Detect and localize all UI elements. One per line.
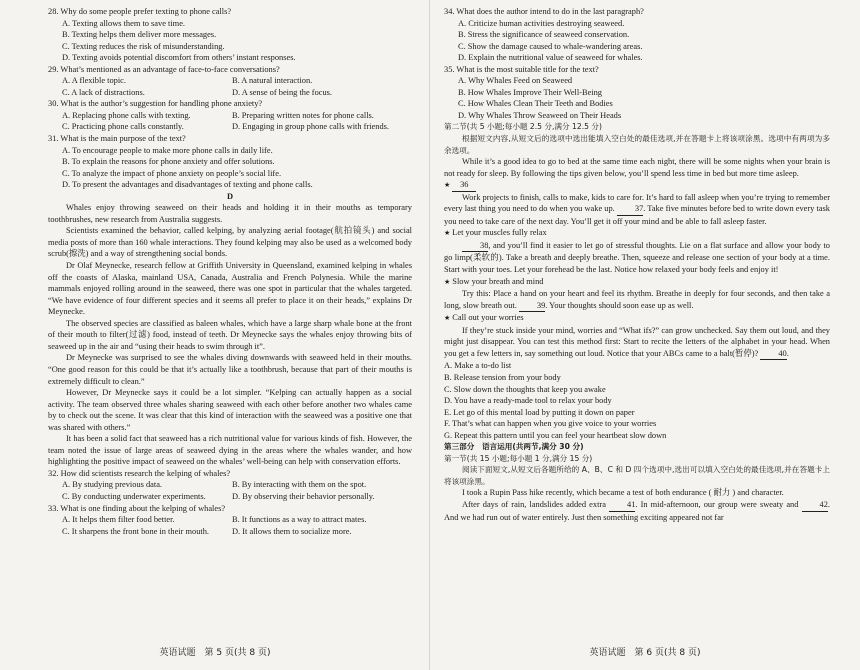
q33-options-row-2	[48, 526, 412, 538]
q33-option-d: D. It allows them to socialize more.	[232, 526, 352, 536]
page-footer: 英语试题 第 5 页(共 8 页)	[159, 648, 271, 659]
q35-option-b: B. How Whales Improve Their Well-Being	[458, 87, 602, 97]
q32-option-b: B. By interacting with them on the spot.	[232, 480, 367, 490]
q29-options-row-1	[48, 75, 412, 87]
paragraph-blank-38: 38, and you’ll find it easier to let go of stressful thoughts. Lie on a flat surface and allow your body to go limp(柔软的). Take a breath and deeply breathe. Then, squeeze and release one section of your body at a time. Start with your toes. Let your forehead be the last. Notice how relaxed your body feels and enjoy it!	[444, 240, 830, 275]
q29-option-b: B. A natural interaction.	[232, 76, 313, 86]
passage-paragraph: Dr Olaf Meynecke, research fellow at Griffith University in Queensland, examined kelping in whales off the coasts of Alaska, mainland USA, Canada, Australia and French Polynesia. While the marine mammals enjoyed rolling around in the seaweed, there was one spot in particular that the whales targeted. “We have evidence of four different species and it seems all prefer to place it on their heads,” explains Dr Meynecke.	[48, 261, 412, 317]
heading-relax-muscles: ★ Let your muscles fully relax	[444, 227, 830, 240]
part-3-heading: 第三部分 语言运用(共两节,满分 30 分)	[444, 442, 584, 452]
q30-option-b: B. Preparing written notes for phone calls.	[232, 110, 374, 120]
blank-40: 40	[760, 348, 786, 361]
q28-option-a: A. Texting allows them to save time.	[62, 18, 186, 28]
q34-option-b: B. Stress the significance of seaweed conservation.	[458, 30, 630, 40]
q33-options-row-1	[48, 514, 412, 526]
blank-38: 38	[462, 240, 488, 253]
heading-slow-breath: ★ Slow your breath and mind	[444, 276, 830, 289]
q31-option-a: A. To encourage people to make more phone calls in daily life.	[62, 145, 273, 155]
question-35-stem: 35. What is the most suitable title for the text?	[444, 64, 599, 74]
option-g: G. Repeat this pattern until you can feel your heartbeat slow down	[444, 430, 667, 440]
q31-option-c: C. To analyze the impact of phone anxiety on people’s social life.	[62, 168, 282, 178]
question-28-stem: 28. Why do some people prefer texting to phone calls?	[48, 7, 232, 16]
heading-blank-36	[444, 179, 830, 192]
heading-call-out-worries: ★ Call out your worries	[444, 312, 830, 325]
q28-option-c: C. Texting reduces the risk of misunderstanding.	[62, 41, 225, 51]
q28-option-b: B. Texting helps them deliver more messages.	[62, 30, 217, 40]
q30-option-d: D. Engaging in group phone calls with friends.	[232, 122, 390, 132]
section-2-instructions: 根据短文内容,从短文后的选项中选出能填入空白处的最佳选项,并在答题卡上将该项涂黑。选项中有两项为多余选项。	[444, 134, 830, 155]
passage-d-label: D	[226, 191, 234, 201]
q29-options-row-2	[48, 87, 412, 99]
q32-options-row-2	[48, 491, 412, 503]
passage-paragraph: The observed species are classified as baleen whales, which have a large sharp whale bone at the front of their mouth to filter(过滤) food, instead of teeth. Dr Meynecke says the whales enjoy throwing bits of seaweed up in the air and “using their heads to swim through it”.	[48, 318, 412, 351]
section-1-heading: 第一节(共 15 小题;每小题 1 分,满分 15 分)	[444, 453, 593, 463]
q33-option-b: B. It functions as a way to attract mates.	[232, 515, 367, 525]
section-1-instructions: 阅读下面短文,从短文后各题所给的 A、B、C 和 D 四个选项中,选出可以填入空白处的最佳选项,并在答题卡上将该项涂黑。	[444, 465, 830, 486]
passage-paragraph: It has been a solid fact that seaweed has a rich nutritional value for various kinds of fish. However, the team noted the issue of large areas of seaweed dying in the areas where the whales wander, and how highlighting the positive impact of seaweed on the whales’ well-being can help with conservation efforts.	[48, 434, 412, 467]
blank-37: 37	[617, 203, 643, 216]
q35-option-d: D. Why Whales Throw Seaweed on Their Heads	[458, 110, 622, 120]
question-29-stem: 29. What’s mentioned as an advantage of face-to-face conversations?	[48, 64, 280, 74]
blank-41: 41	[609, 499, 635, 512]
passage-paragraph: Scientists examined the behavior, called kelping, by analyzing aerial footage(航拍镜头) and social media posts of more than 160 whale interactions. They found kelping may also be used as a welcomed body scrub(擦洗) and a way of strengthening social bonds.	[48, 226, 412, 259]
option-c: C. Slow down the thoughts that keep you awake	[444, 384, 606, 394]
cloze-paragraph-2: After days of rain, landslides added extra 41. In mid-afternoon, our group were sweaty and 42. And we had run out of water entirely. Just then something exciting appeared not far	[444, 499, 830, 522]
blank-39: 39	[519, 300, 545, 313]
option-d: D. You have a ready-made tool to relax your body	[444, 396, 612, 406]
q34-option-c: C. Show the damage caused to whale-wandering areas.	[458, 41, 643, 51]
q28-option-d: D. Texting avoids potential discomfort from others’ instant responses.	[62, 53, 296, 63]
passage-paragraph: Whales enjoy throwing seaweed on their heads and holding it in their mouths as temporary toothbrushes, new research from Australia suggests.	[48, 203, 412, 224]
q29-option-c: C. A lack of distractions.	[62, 87, 145, 97]
paragraph-blank-37: Work projects to finish, calls to make, kids to care for. It’s hard to fall asleep when you’re trying to remember every last thing you need to do when you wake up. 37. Take five minutes before bed to write down every task you need to take care of the next day. You’ll get it off your mind and be able to fall asleep faster.	[444, 192, 830, 226]
passage-paragraph: Dr Meynecke was surprised to see the whales diving downwards with seaweed held in their mouths. “One good reason for this could be that it’s actually like a toothbrush, because that part of their mouths is extremely difficult to clean.”	[48, 353, 412, 386]
exam-page-6	[430, 0, 860, 670]
question-31-stem: 31. What is the main purpose of the text?	[48, 134, 186, 144]
q32-option-c: C. By conducting underwater experiments.	[62, 491, 206, 501]
q30-options-row-1	[48, 110, 412, 122]
option-b: B. Release tension from your body	[444, 372, 561, 382]
question-32-stem: 32. How did scientists research the kelping of whales?	[48, 468, 231, 478]
passage-intro: While it’s a good idea to go to bed at the same time each night, there will be some nights when your brain is not ready for sleep. By following the tips given below, you’ll spend less time in bed but more time asleep.	[444, 157, 830, 178]
q29-option-d: D. A sense of being the focus.	[232, 87, 333, 97]
q34-option-d: D. Explain the nutritional value of seaweed for whales.	[458, 53, 643, 63]
q30-option-a: A. Replacing phone calls with texting.	[62, 110, 191, 120]
option-a: A. Make a to-do list	[444, 361, 512, 371]
blank-36: 36	[452, 179, 476, 192]
page-footer: 英语试题 第 6 页(共 8 页)	[589, 648, 701, 659]
passage-paragraph: However, Dr Meynecke says it could be a lot simpler. “Kelping can actually happen as a social activity. The team observed three whales sharing seaweed with each other before another two whales came by to check out the scene. It was clear that this kind of interaction with the seaweed was a positive one that was shared with others.”	[48, 388, 412, 432]
question-34-stem: 34. What does the author intend to do in the last paragraph?	[444, 7, 644, 16]
question-33-stem: 33. What is one finding about the kelping of whales?	[48, 503, 226, 513]
section-2-heading: 第二节(共 5 小题;每小题 2.5 分,满分 12.5 分)	[444, 122, 602, 132]
q29-option-a: A. A flexible topic.	[62, 76, 126, 86]
paragraph-blank-40: If they’re stuck inside your mind, worries and “What ifs?” can grow unchecked. Say them out loud, and they might just disappear. You can test this method first: Start to recite the letters of the alphabet in your head. When you get a few letters in, say something out loud. Notice that your ABCs came to a halt(暂停)? 40.	[444, 325, 830, 361]
q32-option-d: D. By observing their behavior personally.	[232, 491, 375, 501]
q33-option-a: A. It helps them filter food better.	[62, 515, 175, 525]
q34-option-a: A. Criticize human activities destroying seaweed.	[458, 18, 625, 28]
question-30-stem: 30. What is the author’s suggestion for handling phone anxiety?	[48, 99, 263, 109]
q35-option-c: C. How Whales Clean Their Teeth and Bodies	[458, 99, 613, 109]
q30-option-c: C. Practicing phone calls constantly.	[62, 122, 184, 132]
q32-options-row-1	[48, 479, 412, 491]
q35-option-a: A. Why Whales Feed on Seaweed	[458, 76, 573, 86]
q33-option-c: C. It sharpens the front bone in their mouth.	[62, 526, 210, 536]
cloze-paragraph-1: I took a Rupin Pass hike recently, which became a test of both endurance ( 耐力 ) and character.	[462, 488, 784, 498]
q31-option-b: B. To explain the reasons for phone anxiety and offer solutions.	[62, 157, 275, 167]
q31-option-d: D. To present the advantages and disadvantages of texting and phone calls.	[62, 180, 313, 190]
q32-option-a: A. By studying previous data.	[62, 480, 163, 490]
option-f: F. That’s what can happen when you give voice to your worries	[444, 419, 657, 429]
paragraph-blank-39: Try this: Place a hand on your heart and feel its rhythm. Breathe in deeply for four seconds, and then take a long, slow breath out. 39. Your thoughts should soon ease up as well.	[444, 288, 830, 312]
blank-42: 42	[802, 499, 828, 512]
option-e: E. Let go of this mental load by putting it down on paper	[444, 407, 635, 417]
q30-options-row-2	[48, 121, 412, 133]
